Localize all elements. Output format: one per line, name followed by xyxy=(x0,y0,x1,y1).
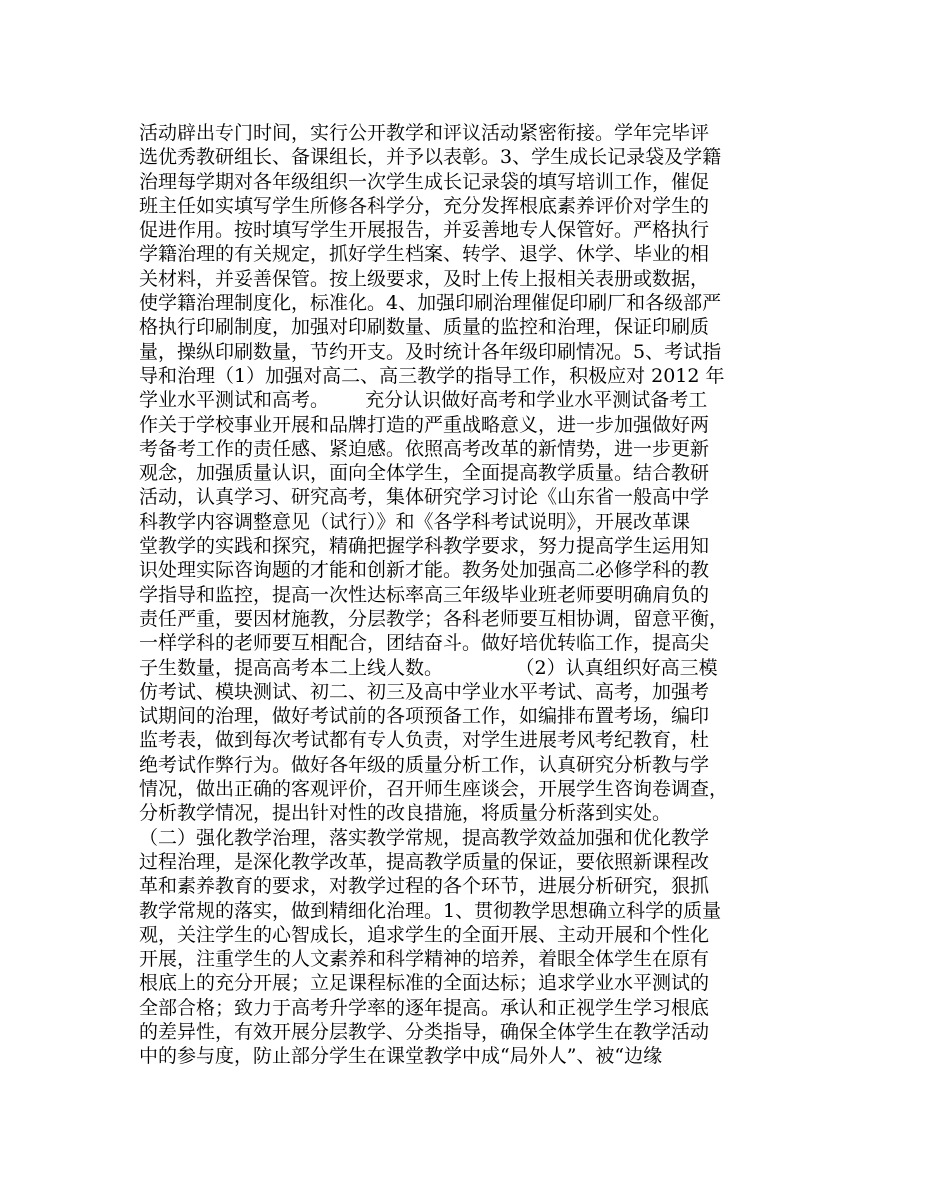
text-line: 治理每学期对各年级组织一次学生成长记录袋的填写培训工作，催促 xyxy=(139,170,710,193)
text-line: 促进作用。按时填写学生开展报告，并妥善地专人保管好。严格执行 xyxy=(139,219,710,242)
text-line: 选优秀教研组长、备课组长，并予以表彰。3、学生成长记录袋及学籍 xyxy=(139,146,722,169)
body-text xyxy=(139,121,819,1069)
text-line: 作关于学校事业开展和品牌打造的严重战略意义，进一步加强做好两 xyxy=(139,413,710,436)
text-line: 活动，认真学习、研究高考，集体研究学习讨论《山东省一般高中学 xyxy=(139,486,710,509)
text-line: 使学籍治理制度化，标准化。4、加强印刷治理催促印刷厂和各级部严 xyxy=(139,292,722,315)
text-line: 全部合格；致力于高考升学率的逐年提高。承认和正视学生学习根底 xyxy=(139,996,710,1019)
text-line: 的差异性，有效开展分层教学、分类指导，确保全体学生在教学活动 xyxy=(139,1020,710,1043)
text-line: 教学常规的落实，做到精细化治理。1、贯彻教学思想确立科学的质量 xyxy=(139,899,722,922)
text-line: 子生数量，提高高考本二上线人数。 （2）认真组织好高三模 xyxy=(139,656,718,679)
text-line: 观，关注学生的心智成长，追求学生的全面开展、主动开展和个性化 xyxy=(139,923,710,946)
text-line: 班主任如实填写学生所修各科学分，充分发挥根底素养评价对学生的 xyxy=(139,194,710,217)
text-line: 过程治理，是深化教学改革，提高教学质量的保证，要依照新课程改 xyxy=(139,850,710,873)
text-line: 关材料，并妥善保管。按上级要求，及时上传上报相关表册或数据， xyxy=(139,267,710,290)
text-line: 中的参与度，防止部分学生在课堂教学中成“局外人”、被“边缘 xyxy=(139,1045,663,1068)
text-line: 格执行印刷制度，加强对印刷数量、质量的监控和治理，保证印刷质 xyxy=(139,316,710,339)
text-line: 责任严重，要因材施教，分层教学；各科老师要互相协调，留意平衡， xyxy=(139,607,729,630)
text-line: 绝考试作弊行为。做好各年级的质量分析工作，认真研究分析教与学 xyxy=(139,753,710,776)
text-line: 一样学科的老师要互相配合，团结奋斗。做好培优转临工作，提高尖 xyxy=(139,632,710,655)
text-line: 堂教学的实践和探究，精确把握学科教学要求，努力提高学生运用知 xyxy=(139,535,710,558)
text-line: 学指导和监控，提高一次性达标率高三年级毕业班老师要明确肩负的 xyxy=(139,583,710,606)
text-line: 科教学内容调整意见（试行）》和《各学科考试说明》，开展改革课 xyxy=(139,510,691,533)
text-line: 识处理实际咨询题的才能和创新才能。教务处加强高二必修学科的教 xyxy=(139,559,710,582)
text-line: 试期间的治理，做好考试前的各项预备工作，如编排布置考场，编印 xyxy=(139,705,710,728)
text-line: 监考表，做到每次考试都有专人负责，对学生进展考风考纪教育，杜 xyxy=(139,729,710,752)
text-line: 革和素养教育的要求，对教学过程的各个环节，进展分析研究，狠抓 xyxy=(139,875,710,898)
text-line: 情况，做出正确的客观评价，召开师生座谈会，开展学生咨询卷调查， xyxy=(139,778,729,801)
text-line: 根底上的充分开展；立足课程标准的全面达标；追求学业水平测试的 xyxy=(139,972,710,995)
text-line: 学籍治理的有关规定，抓好学生档案、转学、退学、休学、毕业的相 xyxy=(139,243,710,266)
text-line: 导和治理（1）加强对高二、高三教学的指导工作，积极应对 2012 年 xyxy=(139,364,725,387)
text-line: 量，操纵印刷数量，节约开支。及时统计各年级印刷情况。5、考试指 xyxy=(139,340,722,363)
text-line: 学业水平测试和高考。 充分认识做好高考和学业水平测试备考工 xyxy=(139,389,708,412)
text-line: 考备考工作的责任感、紧迫感。依照高考改革的新情势，进一步更新 xyxy=(139,437,710,460)
text-line: 仿考试、模块测试、初二、初三及高中学业水平考试、高考，加强考 xyxy=(139,680,710,703)
text-line: 开展，注重学生的人文素养和科学精神的培养，着眼全体学生在原有 xyxy=(139,948,710,971)
text-line: （二）强化教学治理，落实教学常规，提高教学效益加强和优化教学 xyxy=(139,826,710,849)
text-line: 活动辟出专门时间，实行公开教学和评议活动紧密衔接。学年完毕评 xyxy=(139,122,710,144)
text-line: 分析教学情况，提出针对性的改良措施，将质量分析落到实处。 xyxy=(139,802,672,825)
text-line: 观念，加强质量认识，面向全体学生，全面提高教学质量。结合教研 xyxy=(139,462,710,485)
